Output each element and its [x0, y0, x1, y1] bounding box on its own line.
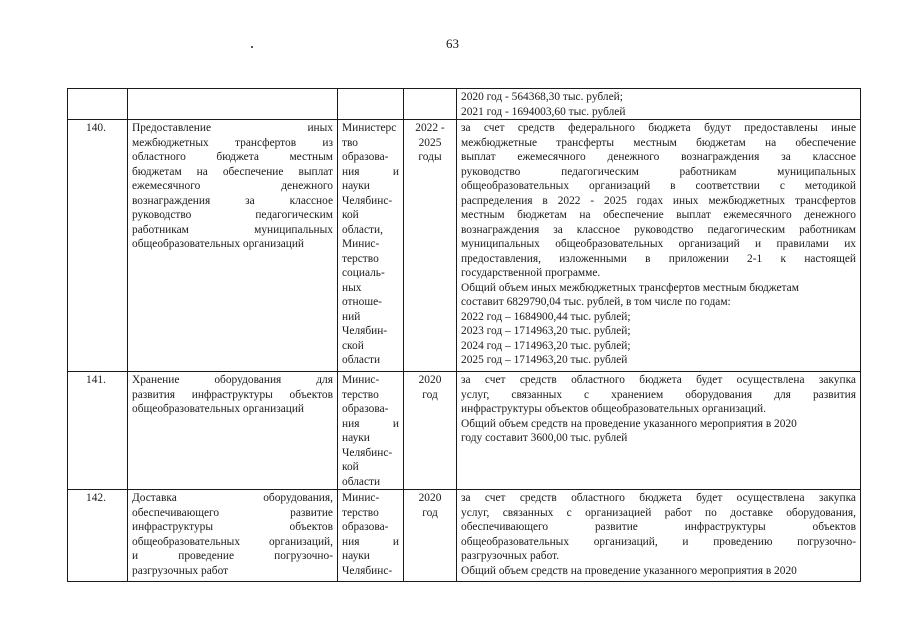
text-line: социаль- [342, 267, 385, 279]
text-line: Общий объем иных межбюджетных трансфертов местным бюджетам [461, 281, 799, 294]
text-line: 2025 год – 1714963,20 тыс. рублей [461, 354, 628, 366]
page-number: 63 [446, 36, 459, 51]
measure-executor [338, 372, 404, 490]
text-line: образова- [342, 521, 389, 533]
cell-exec-empty [338, 89, 404, 120]
text-line: терство [342, 506, 379, 519]
text-line: области [342, 354, 381, 366]
text-line: развития инфраструктуры объектов [132, 388, 333, 401]
text-line: руководство педагогическим работникам муниципальных [461, 165, 856, 178]
text-line: области [342, 475, 381, 488]
text-line: государственной программе. [461, 267, 601, 279]
text-line: услуг, связанных с хранением оборудования для развития [461, 388, 856, 401]
text-line: предоставления, изложенными в приложении 2-1 к настоящей [461, 252, 856, 265]
text-line: распределения в 2022 - 2025 годах иных межбюджетных трансфертов [461, 194, 856, 207]
text-line: 2022 - [415, 122, 445, 134]
text-line: Общий объем средств на проведение указанного мероприятия в 2020 [461, 564, 797, 577]
measure-title [128, 372, 338, 490]
table-row [68, 372, 861, 490]
text-line: кой [342, 209, 359, 221]
text-line: год [422, 506, 438, 519]
measure-description [457, 372, 861, 490]
measures-table [67, 88, 861, 582]
text-line: вознаграждения за классное [132, 194, 333, 207]
text-line: общеобразовательных организаций, и проведению погрузочно- [461, 535, 856, 548]
text-line: науки [342, 432, 370, 444]
text-line: Челябин- [342, 325, 388, 337]
text-line: образова- [342, 403, 389, 415]
text-line: годы [418, 151, 442, 163]
text-line: науки [342, 550, 370, 562]
text-line: межбюджетные трансферты местным бюджетам на обеспечение [461, 136, 856, 149]
table-row [68, 490, 861, 582]
desc-line: 2020 год - 564368,30 тыс. рублей; [461, 91, 623, 103]
text-line: общеобразовательных организаций [132, 238, 305, 250]
text-line: Минис- [342, 492, 380, 504]
cell-title-empty [128, 89, 338, 120]
text-line: Минис- [342, 374, 380, 386]
text-line: общеобразовательных организаций, [132, 535, 333, 548]
text-line: Министерс [342, 122, 397, 134]
text-line: областного бюджета местным [132, 151, 333, 163]
text-line: Общий объем средств на проведение указанного мероприятия в 2020 [461, 417, 797, 430]
measure-executor [338, 120, 404, 372]
text-line: терство [342, 388, 379, 401]
text-line: составит 6829790,04 тыс. рублей, в том числе по годам: [461, 296, 731, 308]
text-line: работникам муниципальных [132, 223, 333, 236]
text-line: бюджетам на обеспечение выплат [132, 165, 333, 178]
text-line: ежемесячного денежного [132, 180, 333, 192]
text-line: услуг, связанных с организацией работ по доставке оборудования, [461, 506, 856, 519]
text-line: 2025 [418, 136, 442, 149]
cell-num-empty [68, 89, 128, 120]
text-line: межбюджетных трансфертов из [132, 136, 333, 149]
cell-desc-continuation [457, 89, 861, 120]
text-line: обеспечивающего развитие [132, 506, 333, 519]
text-line: ний [342, 310, 361, 323]
scan-speck [251, 46, 253, 48]
text-line: муниципальных общеобразовательных организаций и правилами их [461, 238, 856, 250]
measure-title [128, 490, 338, 582]
measure-title [128, 120, 338, 372]
table-row [68, 120, 861, 372]
text-line: 2023 год – 1714963,20 тыс. рублей; [461, 325, 631, 337]
text-line: год [422, 388, 438, 401]
text-line: Челябинс- [342, 194, 393, 207]
cell-term-empty [404, 89, 457, 120]
row-number: 141. [68, 372, 128, 490]
text-line: тво [342, 136, 358, 149]
text-line: 2020 [418, 492, 442, 504]
text-line: руководство педагогическим [132, 209, 333, 221]
text-line: 2020 [418, 374, 442, 386]
measure-description [457, 490, 861, 582]
text-line: Минис- [342, 238, 380, 250]
row-number: 142. [68, 490, 128, 582]
text-line: науки [342, 180, 370, 192]
text-line: инфраструктуры объектов [132, 521, 333, 533]
text-line: Челябинс- [342, 446, 393, 459]
text-line: Доставка оборудования, [132, 492, 333, 504]
text-line: ния и [342, 165, 399, 178]
text-line: ской [342, 339, 364, 352]
text-line: за счет средств областного бюджета будет осуществлена закупка [461, 492, 856, 504]
text-line: общеобразовательных организаций в соответствии с методикой [461, 180, 856, 192]
text-line: инфраструктуры объектов общеобразовательных организаций. [461, 403, 767, 415]
measure-executor [338, 490, 404, 582]
text-line: за счет средств федерального бюджета будут предоставлены иные [461, 122, 856, 134]
row-number: 140. [68, 120, 128, 372]
text-line: Предоставление иных [132, 122, 333, 134]
text-line: кой [342, 461, 359, 473]
text-line: образова- [342, 151, 389, 163]
text-line: выплат ежемесячного денежного вознаграждения за классное [461, 151, 856, 163]
text-line: отноше- [342, 296, 382, 308]
text-line: Челябинс- [342, 564, 393, 577]
text-line: Хранение оборудования для [132, 374, 333, 386]
text-line: терство [342, 252, 379, 265]
text-line: общеобразовательных организаций [132, 403, 305, 415]
text-line: ных [342, 281, 362, 294]
text-line: году составит 3600,00 тыс. рублей [461, 432, 628, 444]
text-line: обеспечивающего развитие инфраструктуры объектов [461, 521, 856, 533]
text-line: и проведение погрузочно- [132, 550, 333, 562]
measure-description [457, 120, 861, 372]
text-line: за счет средств областного бюджета будет осуществлена закупка [461, 374, 856, 386]
desc-line: 2021 год - 1694003,60 тыс. рублей [461, 105, 626, 118]
text-line: разгрузочных работ [132, 564, 229, 577]
text-line: разгрузочных работ. [461, 550, 560, 562]
table-row-continuation [68, 89, 861, 120]
text-line: 2024 год – 1714963,20 тыс. рублей; [461, 339, 631, 352]
measure-term [404, 490, 457, 582]
text-line: местным бюджетам на обеспечение выплат ежемесячного денежного [461, 209, 856, 221]
measure-term [404, 120, 457, 372]
text-line: 2022 год – 1684900,44 тыс. рублей; [461, 310, 631, 323]
text-line: области, [342, 223, 383, 236]
text-line: ния и [342, 417, 399, 430]
measure-term [404, 372, 457, 490]
text-line: ния и [342, 535, 399, 548]
text-line: вознаграждения за классное руководство педагогическим работникам [461, 223, 856, 236]
